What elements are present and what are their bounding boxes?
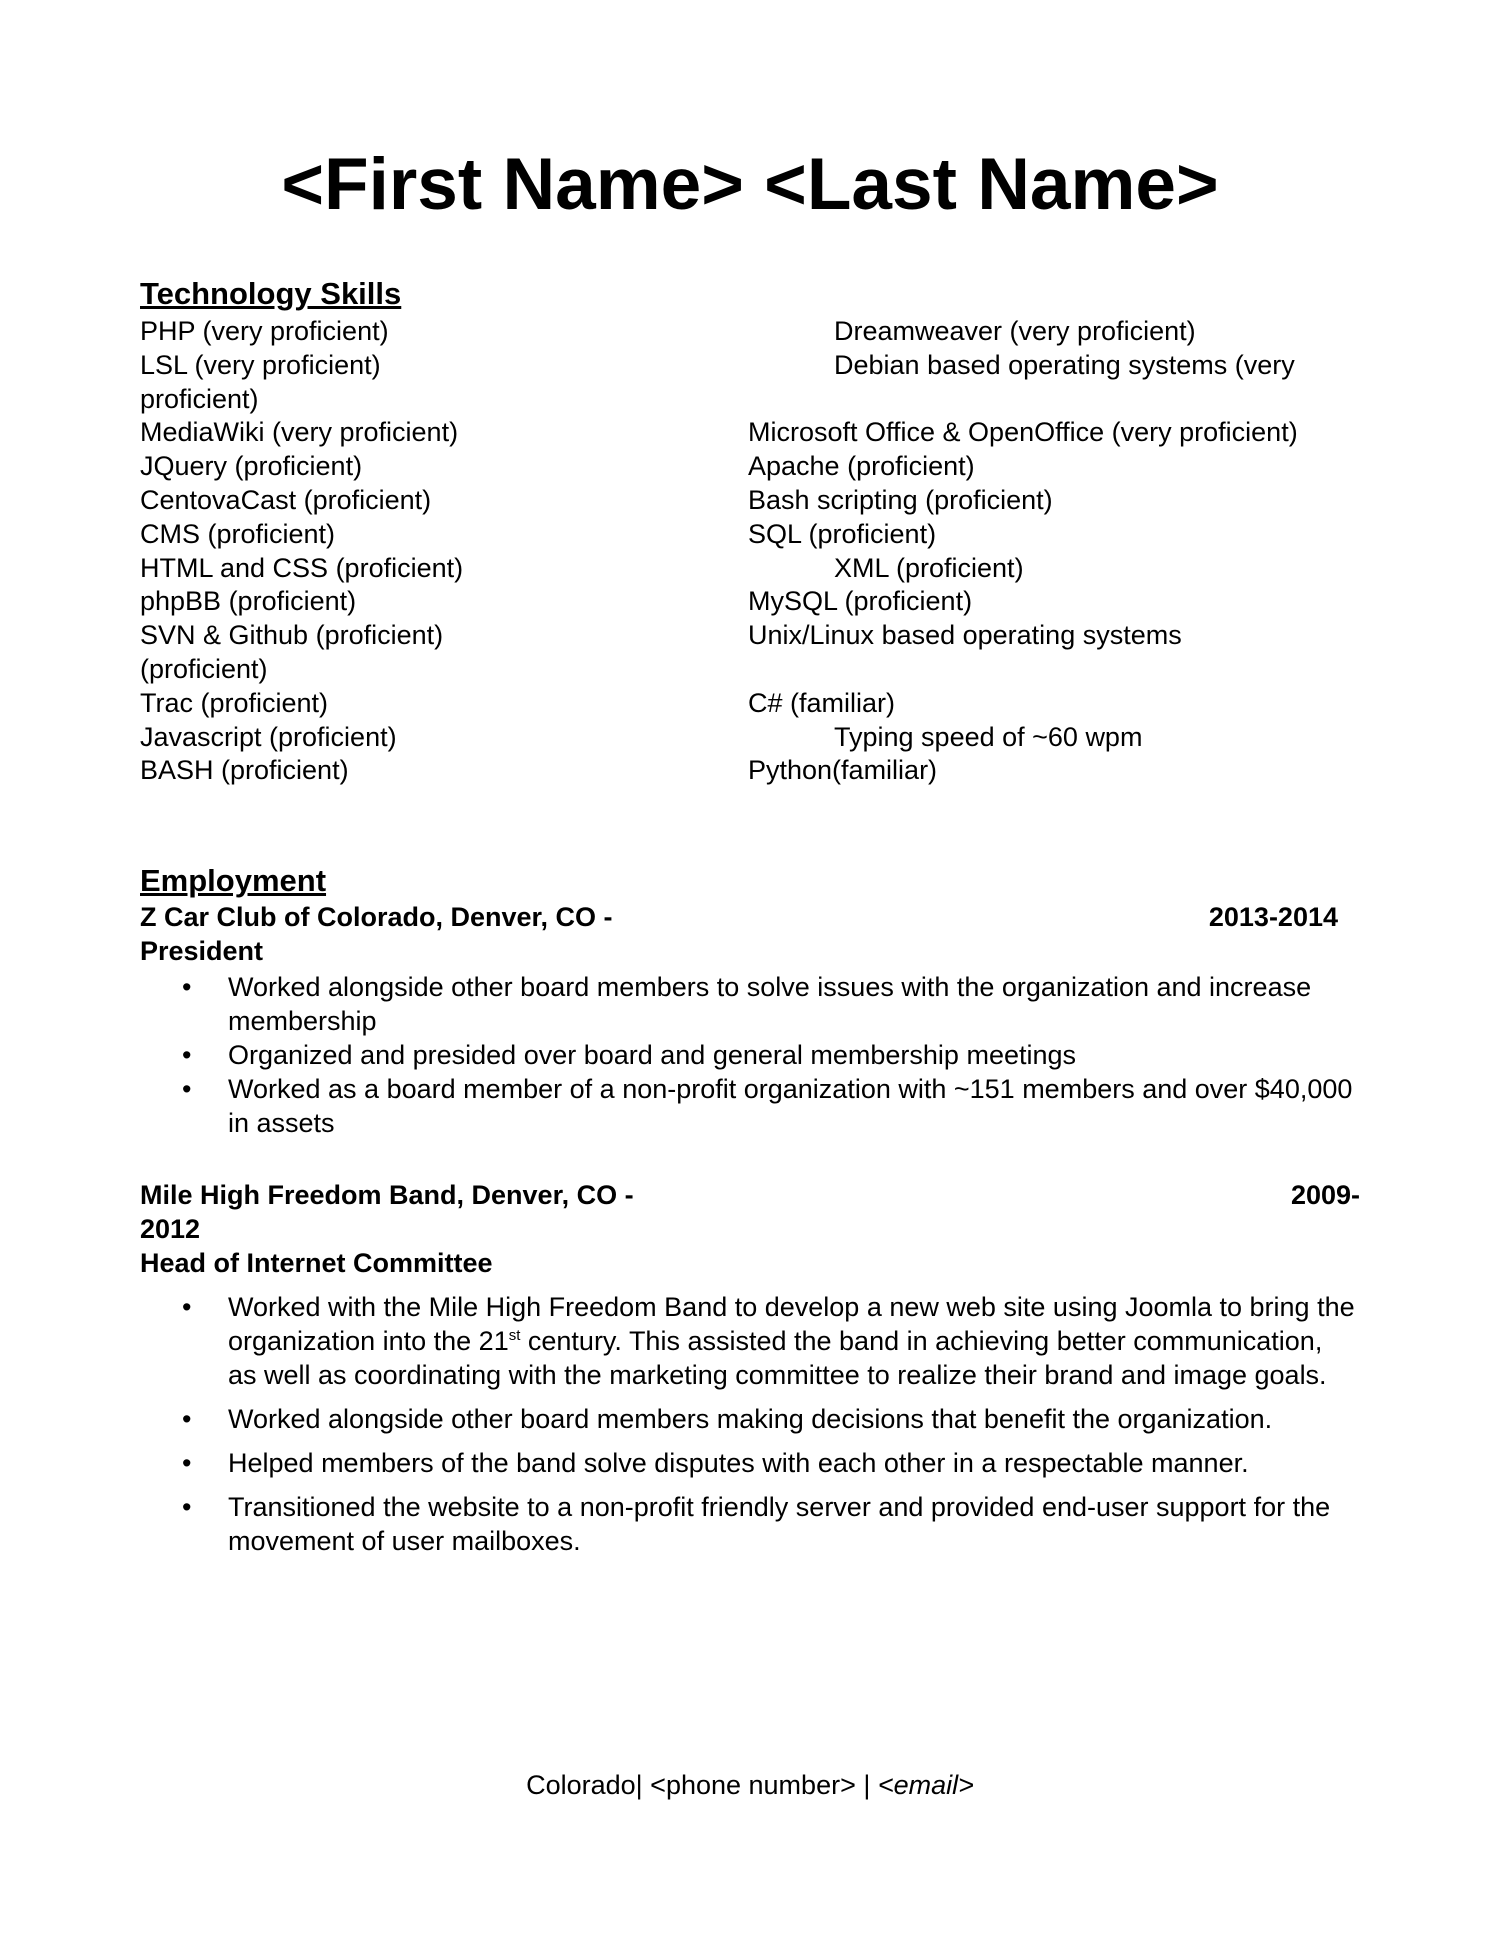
bullet-text: century. This assisted the band in achieving better communication, as well as coordinating with the marketing committee to realize their brand and image goals. bbox=[228, 1326, 1327, 1390]
bullet-item: • Transitioned the website to a non-profit friendly server and provided end-user support for the movement of user mailboxes. bbox=[140, 1490, 1355, 1558]
employment-heading: Employment bbox=[140, 863, 327, 898]
bullet-item: • Worked as a board member of a non-profit organization with ~151 members and over $40,000 in assets bbox=[140, 1072, 1355, 1140]
skill-row bbox=[0, 686, 1500, 720]
skill-right: Dreamweaver (very proficient) bbox=[834, 316, 1196, 346]
skill-row bbox=[0, 618, 1500, 652]
bullet-item: • Organized and presided over board and general membership meetings bbox=[140, 1038, 1355, 1072]
skill-right: XML (proficient) bbox=[834, 552, 1024, 583]
skill-left: JQuery (proficient) bbox=[140, 451, 363, 482]
skill-left: SVN & Github (proficient) bbox=[140, 620, 444, 651]
skill-left: HTML and CSS (proficient) bbox=[140, 552, 464, 583]
job-dates-end: 2012 bbox=[140, 1214, 201, 1244]
skill-row bbox=[0, 314, 1500, 348]
skill-row bbox=[0, 652, 1500, 686]
skill-row bbox=[0, 720, 1500, 754]
skill-row bbox=[0, 483, 1500, 517]
location: Colorado| bbox=[526, 1770, 643, 1800]
skill-row bbox=[0, 449, 1500, 483]
bullet-item: • Worked alongside other board members making decisions that benefit the organization. bbox=[140, 1402, 1355, 1436]
skill-left: proficient) bbox=[140, 383, 259, 414]
skill-left: CentovaCast (proficient) bbox=[140, 485, 432, 515]
skill-left: MediaWiki (very proficient) bbox=[140, 417, 459, 448]
job-org: Z Car Club of Colorado, Denver, CO - bbox=[140, 902, 613, 932]
skill-row bbox=[0, 753, 1500, 787]
job-role: President bbox=[140, 936, 264, 966]
skill-left: phpBB (proficient) bbox=[140, 586, 357, 617]
skill-left: PHP (very proficient) bbox=[140, 316, 389, 346]
skills-heading: Technology Skills bbox=[140, 276, 402, 311]
email[interactable]: <email> bbox=[877, 1770, 974, 1800]
skill-left: LSL (very proficient) bbox=[140, 349, 381, 380]
resume-name: <First Name> <Last Name> bbox=[281, 144, 1219, 225]
skill-right: Typing speed of ~60 wpm bbox=[834, 721, 1143, 752]
skill-row bbox=[0, 415, 1500, 449]
job-bullets bbox=[140, 1290, 1355, 1568]
skill-left: Javascript (proficient) bbox=[140, 721, 397, 752]
job-role: Head of Internet Committee bbox=[140, 1248, 493, 1278]
job-org: Mile High Freedom Band, Denver, CO - bbox=[140, 1180, 634, 1210]
skill-row bbox=[0, 551, 1500, 585]
skill-right: MySQL (proficient) bbox=[748, 586, 973, 617]
skill-row bbox=[0, 584, 1500, 618]
skill-right: Python(familiar) bbox=[748, 755, 938, 786]
skill-left: BASH (proficient) bbox=[140, 755, 349, 786]
bullet-item: • Worked alongside other board members to solve issues with the organization and increase membership bbox=[140, 970, 1355, 1038]
skill-row bbox=[0, 348, 1500, 382]
superscript: st bbox=[508, 1327, 521, 1344]
job-dates-start: 2009- bbox=[1290, 1180, 1360, 1210]
job-dates: 2013-2014 bbox=[1208, 902, 1338, 932]
skill-left: (proficient) bbox=[140, 654, 268, 684]
skill-right: Bash scripting (proficient) bbox=[748, 485, 1053, 515]
skill-right: SQL (proficient) bbox=[748, 518, 937, 549]
bullet-text: Worked with the Mile High Freedom Band to develop a new web site using Joomla to bring the organization into the 21 bbox=[228, 1292, 1355, 1356]
contact-footer bbox=[0, 1768, 1500, 1802]
job-bullets bbox=[140, 970, 1355, 1140]
bullet-item bbox=[140, 1290, 1355, 1392]
skill-row bbox=[0, 382, 1500, 416]
skill-right: Apache (proficient) bbox=[748, 451, 975, 482]
skill-left: Trac (proficient) bbox=[140, 687, 329, 718]
skill-right: C# (familiar) bbox=[748, 687, 896, 718]
bullet-item: • Helped members of the band solve disputes with each other in a respectable manner. bbox=[140, 1446, 1355, 1480]
skill-left: CMS (proficient) bbox=[140, 518, 336, 549]
skill-right: Unix/Linux based operating systems bbox=[748, 620, 1182, 651]
skill-right: Microsoft Office & OpenOffice (very proficient) bbox=[748, 417, 1298, 448]
skill-row bbox=[0, 517, 1500, 551]
skill-right: Debian based operating systems (very bbox=[834, 349, 1295, 380]
phone: <phone number> | bbox=[642, 1770, 878, 1800]
